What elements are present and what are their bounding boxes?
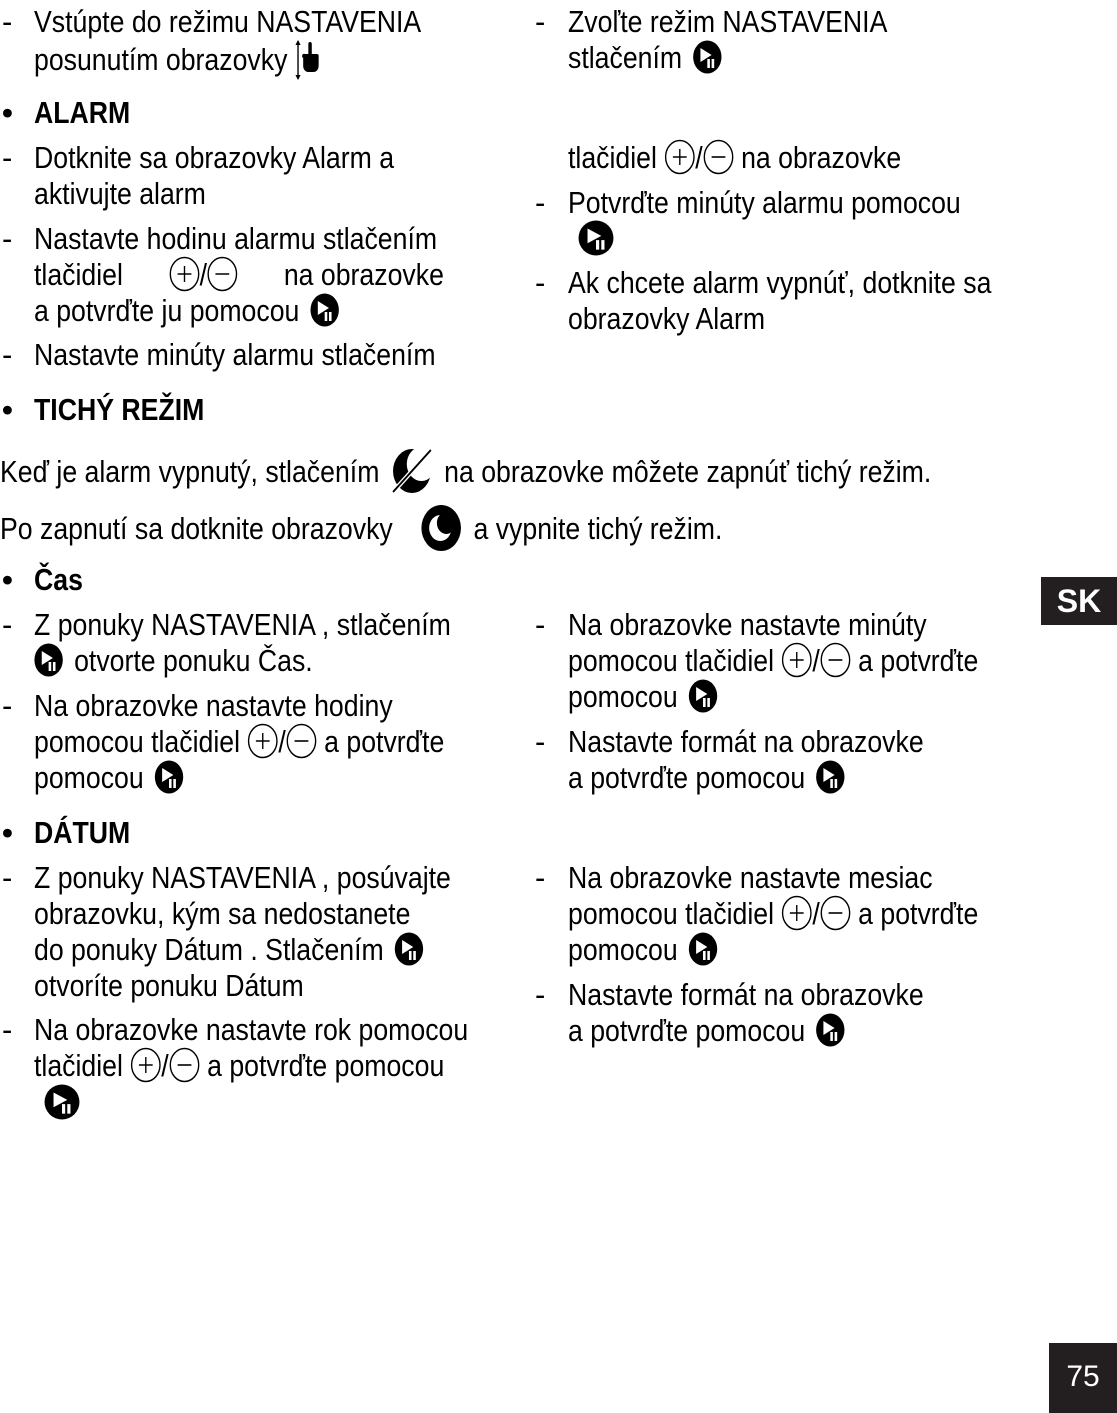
alarm-item2-line1 [34, 221, 437, 257]
text: pomocou tlačidiel [568, 896, 774, 931]
text: Nastavte minúty alarmu stlačením [34, 337, 436, 372]
language-tab: SK [1041, 577, 1117, 625]
text: Z ponuky NASTAVENIA , stlačením [34, 607, 451, 642]
date-item2-line1 [34, 1012, 468, 1048]
slash: / [812, 896, 820, 931]
text: Na obrazovke nastavte mesiac [568, 860, 933, 895]
time-item4-line2 [568, 760, 849, 797]
silent-heading: TICHÝ REŽIM [34, 392, 205, 427]
text: obrazovky Alarm [568, 301, 766, 336]
alarm-item2-line2 [34, 257, 444, 295]
list-dash: - [535, 724, 546, 759]
text: pomocou [568, 932, 678, 967]
text: pomocou tlačidiel [34, 724, 240, 759]
date-heading: DÁTUM [34, 815, 131, 850]
minus-circle-icon [169, 1047, 200, 1083]
text: na obrazovke môžete zapnúť tichý režim. [444, 454, 932, 490]
list-dash: - [535, 977, 546, 1012]
alarm-disable-line1 [568, 265, 991, 301]
choose-mode-line1 [568, 4, 1031, 40]
play-pause-button-icon [689, 932, 718, 966]
text: na obrazovke [741, 140, 902, 175]
text: stlačením [568, 40, 683, 75]
time-item1-line1 [34, 607, 451, 643]
text: Nastavte formát na obrazovke [568, 977, 924, 1012]
alarm-item1-line2 [34, 176, 206, 212]
text: Na obrazovke nastavte hodiny [34, 688, 393, 723]
text: a potvrďte pomocou [568, 1013, 806, 1048]
time-item3-line3 [568, 679, 721, 716]
list-dash: - [2, 221, 13, 256]
alarm-item3-line1 [34, 337, 436, 373]
plus-circle-icon [130, 1047, 161, 1083]
date-item3-line3 [568, 932, 721, 969]
text: otvorte ponuku Čas. [74, 643, 313, 678]
confirm-minutes-line [568, 185, 961, 221]
text: do ponuky Dátum . Stlačením [34, 932, 384, 967]
minus-circle-icon [820, 895, 851, 931]
text: otvoríte ponuku Dátum [34, 968, 304, 1003]
text: Nastavte hodinu alarmu stlačením [34, 221, 438, 256]
moon-crossed-icon [390, 447, 433, 495]
plus-circle-icon [781, 642, 812, 678]
date-item1-line3 [34, 932, 427, 969]
plus-circle-icon [169, 256, 200, 292]
text: Z ponuky NASTAVENIA , posúvajte [34, 860, 451, 895]
alarm-disable-line2 [568, 301, 765, 337]
text: a potvrďte ju pomocou [34, 293, 300, 328]
page-number: 75 [1049, 1343, 1117, 1413]
settings-entry-line2 [34, 40, 321, 84]
time-item3-line1 [568, 607, 927, 643]
minus-circle-icon [286, 723, 317, 759]
text: aktivujte alarm [34, 176, 206, 211]
time-item2-line2 [34, 724, 444, 762]
date-item2-line2 [34, 1048, 444, 1086]
list-dash: - [2, 607, 13, 642]
alarm-item2-line3 [34, 293, 343, 330]
time-item2-line3 [34, 760, 187, 797]
text: a potvrďte [858, 643, 979, 678]
bullet: • [2, 562, 13, 597]
text: Na obrazovke nastavte minúty [568, 607, 927, 642]
text: Po zapnutí sa dotknite obrazovky [0, 511, 393, 547]
slash: / [199, 257, 208, 292]
list-dash: - [2, 860, 13, 895]
bullet: • [2, 95, 13, 130]
moon-icon [420, 504, 463, 552]
time-item3-line2 [568, 643, 978, 681]
text: tlačidiel [568, 140, 657, 175]
bullet: • [2, 815, 13, 850]
text: Potvrďte minúty alarmu pomocou [568, 185, 961, 220]
settings-entry-line1 [34, 4, 497, 40]
silent-line1 [0, 450, 931, 498]
play-pause-button-icon [395, 932, 424, 966]
list-dash: - [535, 4, 546, 39]
list-dash: - [2, 337, 13, 372]
date-item4-line1 [568, 977, 924, 1013]
play-pause-button-icon [693, 40, 722, 74]
list-dash: - [2, 1012, 13, 1047]
time-item1-line2 [34, 643, 313, 680]
text: Dotknite sa obrazovky Alarm a [34, 140, 395, 175]
plus-circle-icon [247, 723, 278, 759]
text: Keď je alarm vypnutý, stlačením [0, 454, 380, 490]
play-pause-button-icon [44, 1084, 80, 1120]
time-item2-line1 [34, 688, 393, 724]
text: Ak chcete alarm vypnúť, dotknite sa [568, 265, 992, 300]
plus-circle-icon [664, 139, 695, 175]
list-dash: - [535, 860, 546, 895]
date-item1-line4 [34, 968, 304, 1004]
plus-circle-icon [781, 895, 812, 931]
text: Nastavte formát na obrazovke [568, 724, 924, 759]
text: pomocou [34, 760, 144, 795]
text: a vypnite tichý režim. [473, 511, 723, 547]
date-item4-line2 [568, 1013, 849, 1050]
play-pause-button-icon [689, 679, 718, 713]
time-item4-line1 [568, 724, 924, 760]
date-item1-line2 [34, 896, 410, 932]
bullet: • [2, 392, 13, 427]
date-item3-line2 [568, 896, 978, 934]
list-dash: - [2, 688, 13, 723]
text: a potvrďte pomocou [207, 1048, 445, 1083]
text: na obrazovke [283, 257, 444, 292]
text: a potvrďte [324, 724, 445, 759]
list-dash: - [535, 185, 546, 220]
alarm-cont-line1 [568, 140, 901, 178]
minus-circle-icon [703, 139, 734, 175]
play-pause-button-icon [155, 760, 184, 794]
text: tlačidiel [34, 1048, 123, 1083]
play-pause-button-icon [34, 643, 63, 677]
list-dash: - [535, 607, 546, 642]
slash: / [812, 643, 820, 678]
list-dash: - [2, 140, 13, 175]
text: Vstúpte do režimu NASTAVENIA [34, 4, 422, 39]
text: pomocou tlačidiel [568, 643, 774, 678]
text: a potvrďte [858, 896, 979, 931]
text: pomocou [568, 679, 678, 714]
text: obrazovku, kým sa nedostanete [34, 896, 411, 931]
list-dash: - [2, 4, 13, 39]
text: Na obrazovke nastavte rok pomocou [34, 1012, 469, 1047]
slash: / [695, 140, 703, 175]
slash: / [278, 724, 286, 759]
minus-circle-icon [820, 642, 851, 678]
play-pause-button-icon [578, 220, 614, 256]
date-item1-line1 [34, 860, 451, 896]
list-dash: - [535, 265, 546, 300]
text: Zvoľte režim NASTAVENIA [568, 4, 888, 39]
alarm-heading: ALARM [34, 95, 131, 130]
play-pause-button-icon [816, 760, 845, 794]
time-heading: Čas [34, 562, 83, 597]
text: posunutím obrazovky [34, 42, 288, 78]
slash: / [161, 1048, 169, 1083]
silent-line2 [0, 507, 722, 555]
text: a potvrďte pomocou [568, 760, 806, 795]
alarm-item1-line1 [34, 140, 394, 176]
play-pause-button-icon [310, 293, 339, 327]
minus-circle-icon [207, 256, 238, 292]
choose-mode-line2 [568, 40, 726, 77]
text: tlačidiel [34, 257, 123, 292]
date-item3-line1 [568, 860, 933, 896]
swipe-hand-icon [295, 38, 321, 82]
play-pause-button-icon [816, 1013, 845, 1047]
